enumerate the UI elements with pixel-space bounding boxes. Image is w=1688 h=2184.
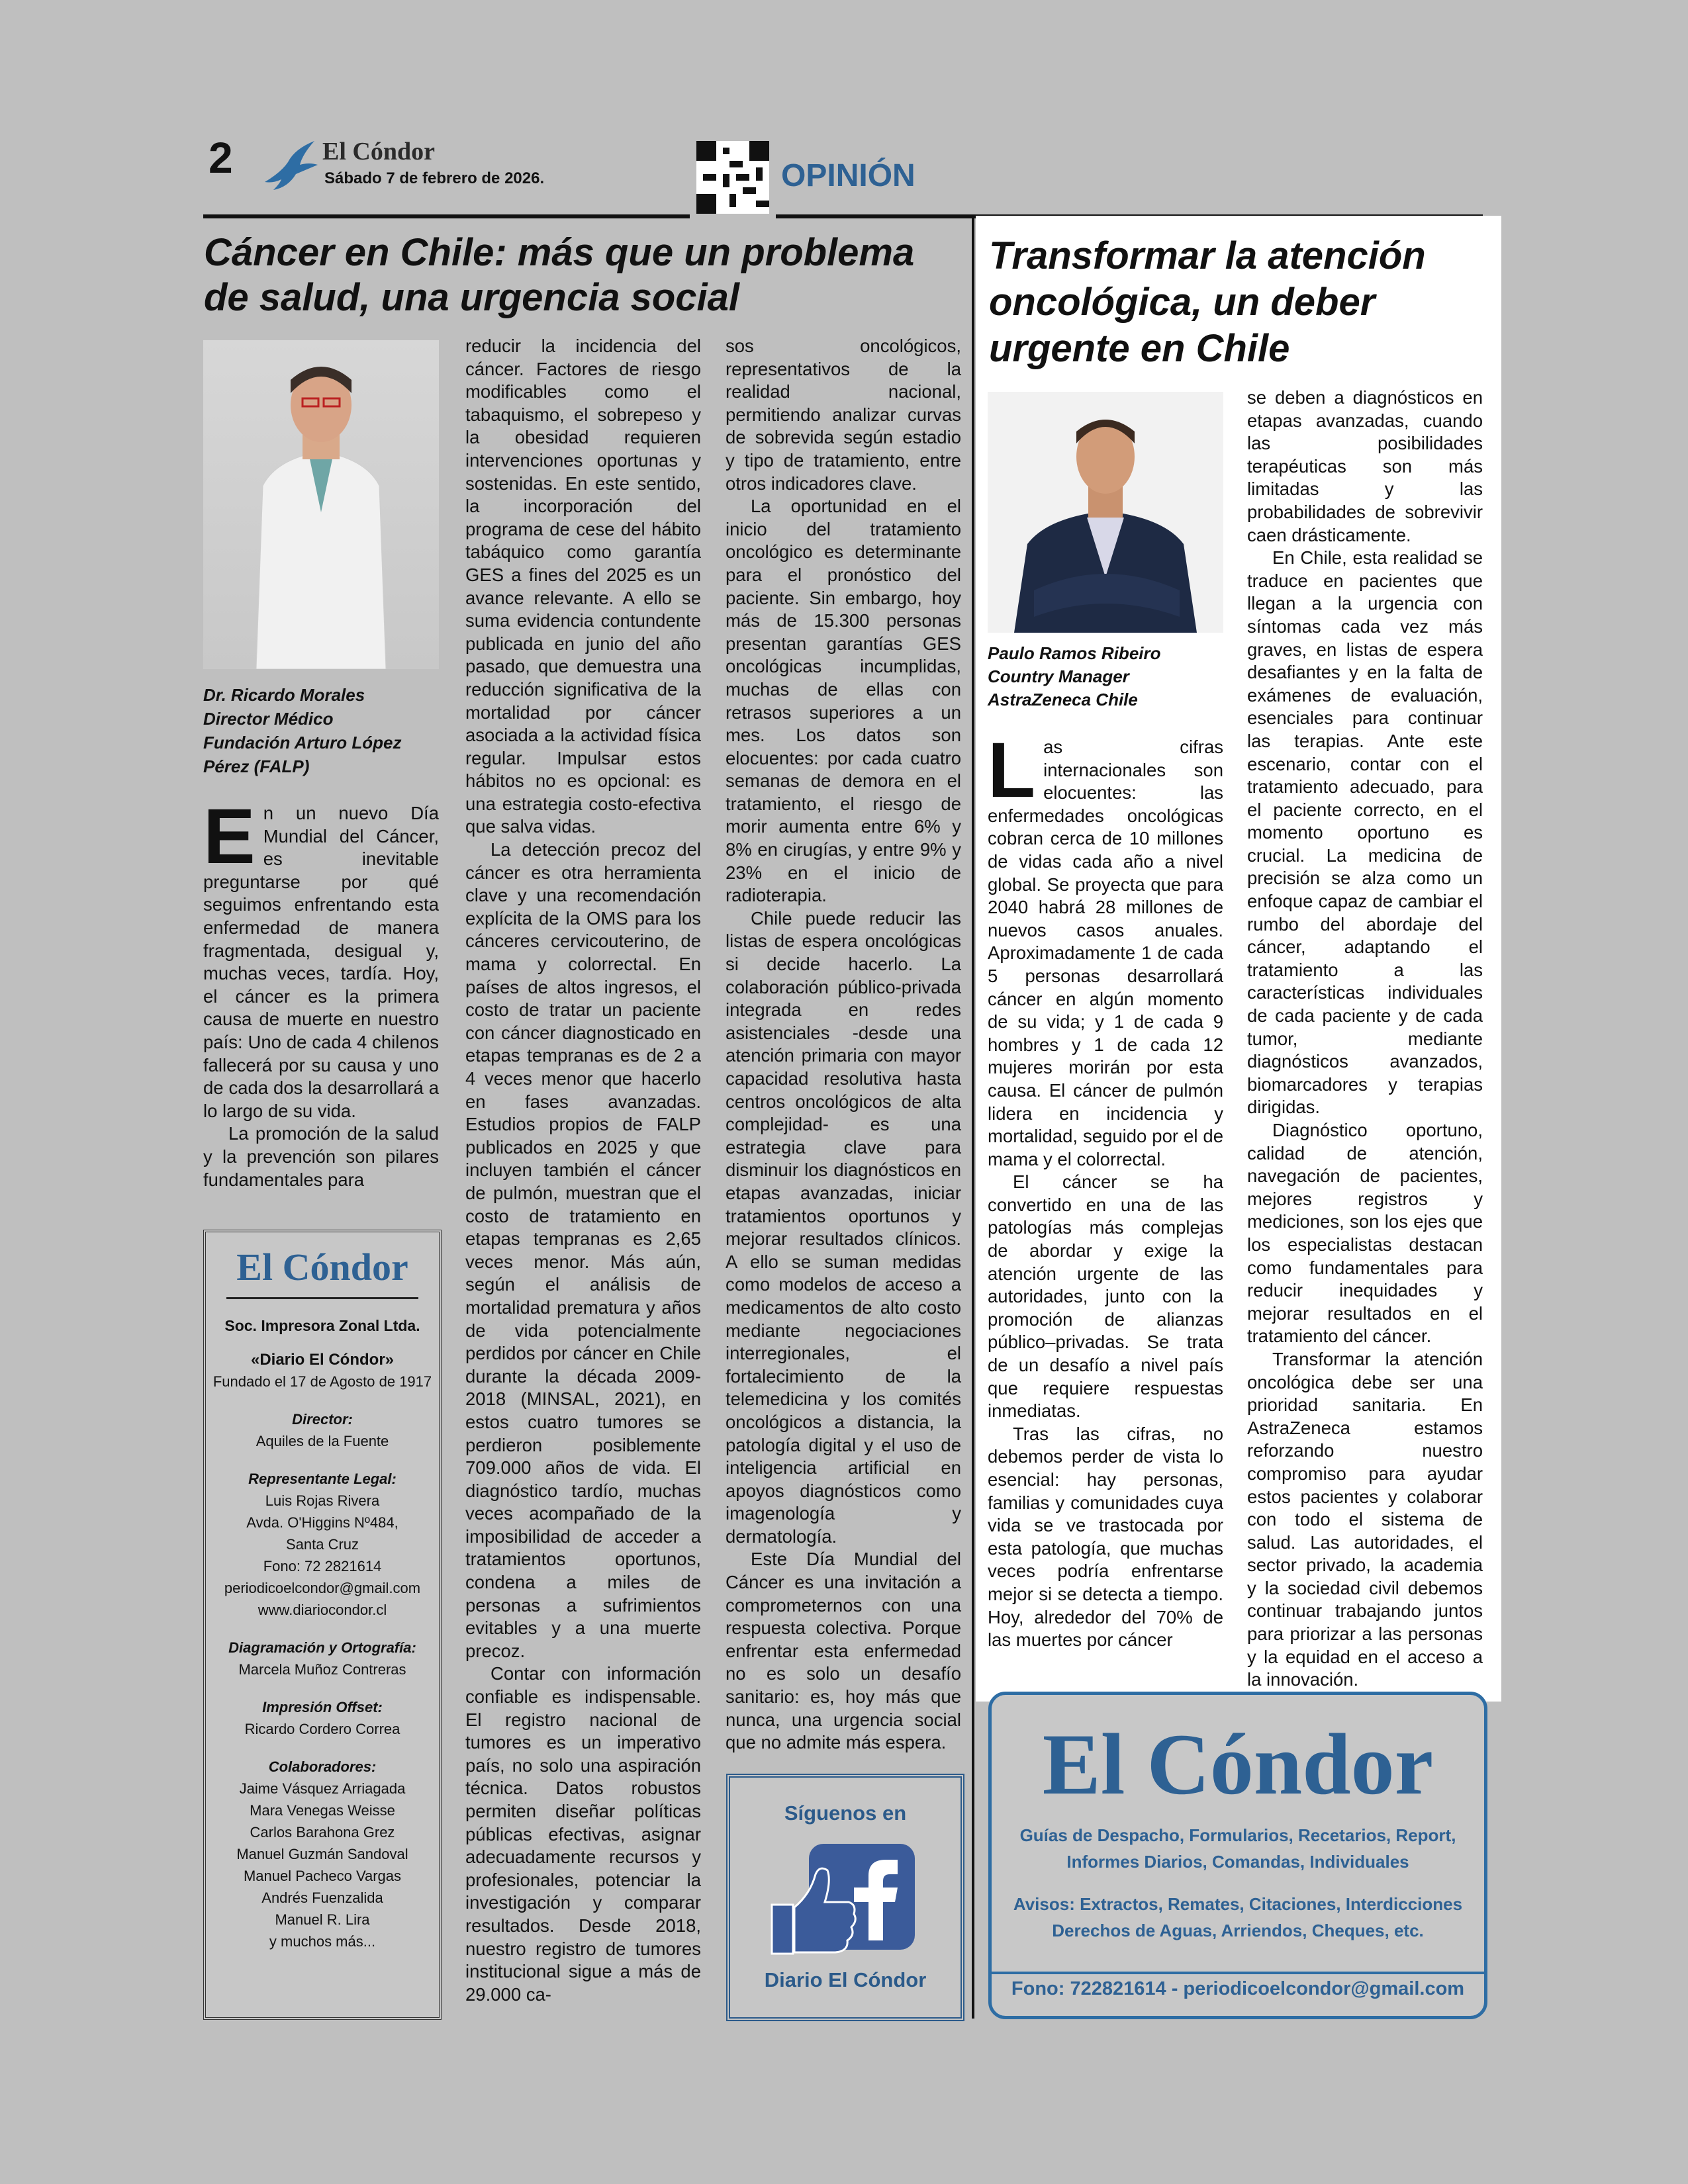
header-rule-left bbox=[203, 214, 690, 218]
masthead-collaborator: y muchos más... bbox=[269, 1933, 376, 1950]
article1-title-line1: Cáncer en Chile: más que un problema bbox=[204, 231, 915, 274]
article1-paragraph: Contar con información confiable es indispensable. El registro nacional de tumores es un imperativo país, no solo una aspiración técnica. Datos robustos permiten diseñar políticas públicas efectivas, asignar adecuadamente recursos y profesionales, potenciar la investigación y comparar resultados. Desde 2018, nuestro registro de tumores institucional sigue a más de 29.000 ca- bbox=[465, 1663, 701, 2005]
masthead-phone: Fono: 72 2821614 bbox=[263, 1558, 382, 1574]
article2-paragraph: En Chile, esta realidad se traduce en pacientes que llegan a la urgencia con síntomas cada vez más graves, en listas de espera desafiantes y en la falta de exámenes de evaluación, esenciales para continuar las terapias. Ante este escenario, contar con el tratamiento adecuado, para el paciente correcto, en el momento oportuno es crucial. La medicina de precisión se alza como un enfoque capaz de cambiar el rumbo del abordaje del cáncer, adaptando el tratamiento a las características individuales de cada paciente y de cada tumor, mediante diagnósticos avanzados, biomarcadores y terapias dirigidas. bbox=[1247, 547, 1483, 1118]
masthead-collaborator: Manuel R. Lira bbox=[275, 1911, 370, 1928]
masthead-brand: El Cóndor bbox=[236, 1246, 408, 1289]
article2-paragraph-text: as cifras internacionales son elocuentes: las enfermedades oncológicas cobran cerca de 10 millones de vidas cada año a nivel global. Se proyecta que para 2040 habrá 28 millones de nuevos casos anuales. Aproximadamente 1 de cada 5 personas desarrollará cáncer en algún momento de su vida; y 1 de cada 9 hombres y 1 de cada 12 mujeres morirán por esta causa. El cáncer de pulmón lidera en incidencia y mortalidad, seguido por el de mama y el colorrectal. bbox=[988, 737, 1223, 1169]
author2-photo bbox=[988, 392, 1223, 633]
article2-title bbox=[989, 233, 1492, 372]
masthead-print-name: Ricardo Cordero Correa bbox=[244, 1721, 400, 1737]
article1-paragraph: sos oncológicos, representativos de la realidad nacional, permitiendo analizar curvas de sobrevida según estadio y tipo de tratamiento, entre otros indicadores clave. bbox=[726, 336, 961, 494]
masthead-divider bbox=[226, 1297, 418, 1299]
article1-paragraph bbox=[203, 793, 439, 1122]
facebook-box[interactable] bbox=[726, 1774, 964, 2021]
author1-org-line2: Pérez (FALP) bbox=[203, 756, 310, 776]
masthead-layout-name: Marcela Muñoz Contreras bbox=[238, 1661, 406, 1678]
masthead-collab-label: Colaboradores: bbox=[268, 1758, 377, 1775]
masthead-email[interactable]: periodicoelcondor@gmail.com bbox=[224, 1580, 421, 1596]
masthead-legal-label: Representante Legal: bbox=[248, 1471, 397, 1487]
article1-dropcap: E bbox=[203, 793, 256, 880]
article2-dropcap: L bbox=[988, 727, 1036, 814]
masthead-founded: Fundado el 17 de Agosto de 1917 bbox=[212, 1373, 432, 1390]
article2-paragraph: El cáncer se ha convertido en una de las patologías más complejas de abordar y exige la atención urgente de las autoridades, junto con la promoción de alianzas público–privadas. Se trata de un desafío a nivel país que requiere respuestas inmediatas. bbox=[988, 1171, 1223, 1422]
article2-paragraph bbox=[988, 727, 1223, 1171]
masthead-collaborator: Mara Venegas Weisse bbox=[250, 1802, 395, 1819]
advertisement-box[interactable] bbox=[988, 1692, 1487, 2019]
article2-column1 bbox=[988, 727, 1223, 1652]
issue-date: Sábado 7 de febrero de 2026. bbox=[324, 169, 545, 187]
masthead-box bbox=[203, 1230, 442, 2020]
article1-column2 bbox=[465, 335, 701, 2006]
article2-paragraph: se deben a diagnósticos en etapas avanzadas, cuando las posibilidades terapéuticas son más limitadas y las probabilidades de sobrevivir caen drásticamente. bbox=[1247, 387, 1483, 545]
facebook-like-icon[interactable] bbox=[769, 1841, 921, 1960]
article1-paragraph: reducir la incidencia del cáncer. Factores de riesgo modificables como el tabaquismo, el sobrepeso y la obesidad requieren intervenciones oportunas y sostenidas. En este sentido, la incorporación del programa de cese del hábito tabáquico como garantía GES a fines del 2025 es un avance relevante. A ello se suma evidencia contundente publicada en junio del año pasado, que demuestra una reducción significativa de la mortalidad por cáncer asociada a la actividad física regular. Impulsar estos hábitos no es opcional: es una estrategia costo-efectiva que salva vidas. bbox=[465, 336, 701, 837]
article2-title-line2: oncológica, un deber bbox=[989, 281, 1376, 324]
author2-org: AstraZeneca Chile bbox=[988, 690, 1138, 709]
article1-title-line2: de salud, una urgencia social bbox=[204, 276, 740, 319]
author2-name: Paulo Ramos Ribeiro bbox=[988, 643, 1161, 663]
article1-column1 bbox=[203, 793, 439, 1191]
ad-divider bbox=[992, 1972, 1484, 1974]
section-title: OPINIÓN bbox=[781, 158, 915, 193]
author2-caption bbox=[988, 642, 1239, 711]
article2-paragraph: Transformar la atención oncológica debe ser una prioridad sanitaria. En AstraZeneca estamos reforzando nuestro compromiso para ayudar estos pacientes y colaborar con todo el sistema de salud. Las autoridades, el sector privado, la academia y la sociedad civil debemos continuar trabajando juntos para priorizar a las personas y la equidad en el acceso a la innovación. bbox=[1247, 1348, 1483, 1690]
masthead-collaborator: Manuel Guzmán Sandoval bbox=[236, 1846, 408, 1862]
author1-caption bbox=[203, 683, 442, 778]
masthead-web[interactable]: www.diariocondor.cl bbox=[258, 1602, 387, 1618]
masthead-director: Aquiles de la Fuente bbox=[256, 1433, 389, 1449]
eagle-logo-icon bbox=[261, 136, 321, 195]
page-number: 2 bbox=[209, 133, 233, 182]
author2-role: Country Manager bbox=[988, 666, 1129, 686]
article2-title-line1: Transformar la atención bbox=[989, 234, 1426, 277]
column-divider bbox=[972, 218, 974, 2019]
masthead-company: Soc. Impresora Zonal Ltda. bbox=[224, 1317, 420, 1334]
masthead-collaborator: Manuel Pacheco Vargas bbox=[243, 1868, 402, 1884]
article2-title-line3: urgente en Chile bbox=[989, 327, 1290, 370]
article1-paragraph-text: n un nuevo Día Mundial del Cáncer, es inevitable preguntarse por qué seguimos enfrentando esta enfermedad de manera fragmentada, desigual y, muchas veces, tardía. Hoy, el cáncer es la primera causa de muerte en nuestro país: Uno de cada 4 chilenos fallecerá por su causa y uno de cada dos la desarrollará a lo largo de su vida. bbox=[203, 803, 439, 1121]
author1-org-line1: Fundación Arturo López bbox=[203, 733, 402, 752]
author1-name: Dr. Ricardo Morales bbox=[203, 685, 365, 705]
article1-paragraph: La detección precoz del cáncer es otra herramienta clave y una recomendación explícita de la OMS para los cánceres cervicouterino, de mama y colorrectal. En países de altos ingresos, el costo de tratar un paciente con cáncer diagnosticado en etapas tempranas es de 2 a 4 veces menor que hacerlo en fases avanzadas. Estudios propios de FALP publicados en 2025 y que incluyen también el cáncer de pulmón, muestran que el costo de tratamiento en etapas tempranas es 2,65 veces menor. Más aún, según el análisis de mortalidad prematura y años de vida potencialmente perdidos por cáncer en Chile durante la década 2009-2018 (MINSAL, 2021), en estos cuatro tumores se perdieron posiblemente 709.000 años de vida. El diagnóstico tardío, muchas veces acompañado de la imposibilidad de acceder a tratamientos oportunos, condena a miles de personas a sufrimientos evitables y a una muerte precoz. bbox=[465, 839, 701, 1661]
header-brand: El Cóndor bbox=[322, 138, 435, 165]
masthead-address2: Santa Cruz bbox=[285, 1536, 359, 1553]
article1-paragraph: Este Día Mundial del Cáncer es una invitación a comprometernos con una respuesta colectiva. Porque enfrentar esta enfermedad no es solo un desafío sanitario: es, hoy más que nunca, una urgencia social que no admite más espera. bbox=[726, 1549, 961, 1753]
ad-contact[interactable]: Fono: 722821614 - periodicoelcondor@gmail.com bbox=[1011, 1978, 1465, 1999]
article1-title bbox=[204, 230, 959, 320]
ad-line4: Derechos de Aguas, Arriendos, Cheques, etc. bbox=[1052, 1921, 1424, 1940]
masthead-collaborator: Andrés Fuenzalida bbox=[261, 1889, 383, 1906]
executive-portrait-icon bbox=[988, 392, 1223, 633]
ad-line3: Avisos: Extractos, Remates, Citaciones, Interdicciones bbox=[1013, 1894, 1463, 1914]
doctor-portrait-icon bbox=[203, 340, 439, 669]
masthead-collaborator: Carlos Barahona Grez bbox=[250, 1824, 395, 1841]
masthead bbox=[206, 1244, 439, 1952]
article1-paragraph: La promoción de la salud y la prevención son pilares fundamentales para bbox=[203, 1123, 439, 1190]
ad-products bbox=[992, 1822, 1484, 1944]
masthead-collaborator: Jaime Vásquez Arriagada bbox=[239, 1780, 406, 1797]
masthead-director-label: Director: bbox=[292, 1411, 353, 1428]
article2-paragraph: Tras las cifras, no debemos perder de vista lo esencial: hay personas, familias y comunidades cuya vida se ve trastocada por esta patología, que muchas veces podría enfrentarse mejor si se detecta a tiempo. Hoy, alrededor del 70% de las muertes por cáncer bbox=[988, 1423, 1223, 1651]
masthead-layout-label: Diagramación y Ortografía: bbox=[228, 1639, 416, 1656]
ad-brand: El Cóndor bbox=[1042, 1715, 1434, 1813]
ad-line2: Informes Diarios, Comandas, Individuales bbox=[1066, 1852, 1409, 1872]
article1-paragraph: Chile puede reducir las listas de espera oncológicas si decide hacerlo. La colaboración público-privada integrada en redes asistenciales -desde una atención primaria con mayor capacidad resolutiva hasta centros oncológicos de alta complejidad- es una estrategia clave para disminuir los diagnósticos en etapas avanzadas, iniciar tratamientos oportunos y mejorar resultados clínicos. A ello se suman medidas como modelos de acceso a medicamentos de alto costo mediante negociaciones interregionales, el fortalecimiento de la telemedicina y los comités oncológicos a distancia, la patología digital y el uso de inteligencia artificial en apoyos diagnósticos como imagenología y dermatología. bbox=[726, 907, 961, 1547]
masthead-legal-name: Luis Rojas Rivera bbox=[265, 1492, 380, 1509]
ad-line1: Guías de Despacho, Formularios, Recetarios, Report, bbox=[1019, 1825, 1456, 1845]
article1-column3 bbox=[726, 335, 961, 1754]
article2-column2 bbox=[1247, 387, 1483, 1692]
author1-photo bbox=[203, 340, 439, 669]
masthead-paper: «Diario El Cóndor» bbox=[250, 1351, 395, 1369]
masthead-print-label: Impresión Offset: bbox=[262, 1699, 383, 1715]
article2-paragraph: Diagnóstico oportuno, calidad de atención, navegación de pacientes, mejores registros y mediciones, son los ejes que los especialistas destacan como fundamentales para reducir inequidades y mejorar resultados en el tratamiento del cáncer. bbox=[1247, 1120, 1483, 1347]
facebook-follow-label: Síguenos en bbox=[784, 1801, 907, 1825]
article1-paragraph: La oportunidad en el inicio del tratamiento oncológico es determinante para el pronóstico del paciente. Sin embargo, hoy más de 15.300 personas presentan garantías GES oncológicas incumplidas, muchas de ellas con retrasos superiores a un mes. Los datos son elocuentes: por cada cuatro semanas de demora en el tratamiento, el riesgo de morir aumenta entre 6% y 8% en cirugías, y entre 9% y 23% en el inicio de radioterapia. bbox=[726, 496, 961, 906]
author1-role: Director Médico bbox=[203, 709, 334, 729]
masthead-address1: Avda. O'Higgins Nº484, bbox=[246, 1514, 399, 1531]
qr-code-icon[interactable] bbox=[696, 141, 769, 214]
facebook-page-name: Diario El Cóndor bbox=[764, 1968, 927, 1991]
